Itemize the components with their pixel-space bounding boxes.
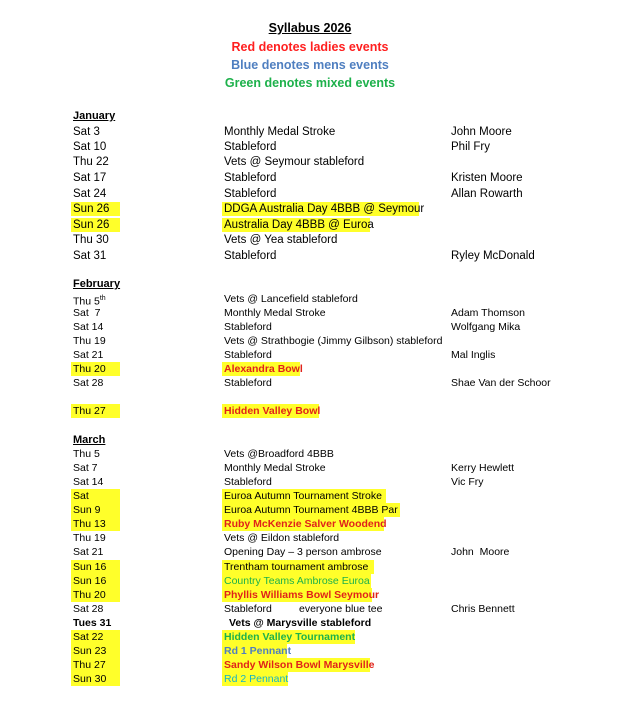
table-row [0, 171, 620, 185]
table-row [0, 140, 620, 154]
row-day: Sat 28 [73, 603, 104, 615]
table-row-highlighted [0, 644, 620, 658]
row-event: Stableford [224, 321, 272, 333]
row-day: Thu 22 [73, 156, 109, 168]
row-day: Sat 17 [73, 172, 107, 184]
row-event: Vets @ Lancefield stableford [224, 293, 358, 305]
row-person: Vic Fry [451, 476, 484, 488]
row-day: Sat [73, 490, 89, 502]
row-event: Stableford [224, 250, 277, 262]
row-event: Monthly Medal Stroke [224, 307, 326, 319]
table-row [0, 602, 620, 616]
row-day: Sun 26 [73, 203, 110, 215]
row-day: Thu 20 [73, 363, 106, 375]
row-event: Opening Day – 3 person ambrose [224, 546, 382, 558]
table-row-highlighted [0, 489, 620, 503]
row-person: John Moore [451, 546, 510, 558]
row-day: Sat 31 [73, 250, 107, 262]
row-event: Australia Day 4BBB @ Euroa [224, 219, 374, 231]
row-day: Sun 9 [73, 504, 101, 516]
row-day: Sun 16 [73, 561, 107, 573]
month-heading-february: February [73, 278, 121, 290]
table-row [0, 545, 620, 559]
row-person: Phil Fry [451, 141, 490, 153]
row-event: Stableford [224, 349, 272, 361]
row-event: Vets @ Yea stableford [224, 234, 338, 246]
row-event: Monthly Medal Stroke [224, 462, 326, 474]
table-row [0, 187, 620, 201]
table-row [0, 155, 620, 169]
table-row-highlighted [0, 588, 620, 602]
row-day: Sun 23 [73, 645, 107, 657]
row-event: Stableford [224, 188, 277, 200]
row-day: Sat 7 [73, 462, 98, 474]
row-event: Rd 1 Pennant [224, 645, 292, 657]
table-row [0, 233, 620, 247]
row-day: Sat 22 [73, 631, 104, 643]
row-event: Country Teams Ambrose Euroa [224, 575, 370, 587]
row-event: Stableford [224, 476, 272, 488]
row-person: Kerry Hewlett [451, 462, 515, 474]
row-event: Euroa Autumn Tournament 4BBB Par [224, 504, 398, 516]
row-event: Vets @Broadford 4BBB [224, 448, 334, 460]
row-day: Tues 31 [73, 617, 112, 629]
row-day: Thu 27 [73, 659, 106, 671]
row-event: Sandy Wilson Bowl Marysville [224, 659, 375, 671]
row-person: Wolfgang Mika [451, 321, 521, 333]
row-event: Vets @ Strathbogie (Jimmy Gilbson) stableford [224, 335, 443, 347]
table-row-highlighted [0, 560, 620, 574]
row-person: Kristen Moore [451, 172, 523, 184]
table-row [0, 249, 620, 263]
table-row [0, 348, 620, 362]
page-title: Syllabus 2026 [268, 21, 352, 35]
table-row-highlighted [0, 658, 620, 672]
table-row [0, 616, 620, 630]
row-day: Sat 21 [73, 349, 104, 361]
row-person: Ryley McDonald [451, 250, 535, 262]
table-row [0, 531, 620, 545]
row-day: Thu 13 [73, 518, 106, 530]
row-event: Stableford [224, 172, 277, 184]
legend-mixed: Green denotes mixed events [224, 76, 396, 90]
row-event: Trentham tournament ambrose [224, 561, 369, 573]
row-day: Thu 20 [73, 589, 106, 601]
table-row [0, 461, 620, 475]
table-row-highlighted [0, 574, 620, 588]
table-row-highlighted [0, 672, 620, 686]
row-day: Sat 24 [73, 188, 107, 200]
row-event: Stableford [224, 603, 272, 615]
table-row-highlighted [0, 202, 620, 216]
row-day-text: Thu 5 [73, 295, 100, 308]
ordinal-suffix: th [99, 295, 106, 302]
row-day: Sat 7 [73, 307, 101, 319]
row-event: Stableford [224, 377, 272, 389]
row-person: Mal Inglis [451, 349, 496, 361]
row-event: Vets @ Marysville stableford [229, 617, 372, 629]
row-day: Sat 14 [73, 476, 104, 488]
month-heading-march: March [73, 434, 106, 446]
row-event: Alexandra Bowl [224, 363, 303, 375]
row-day: Sat 14 [73, 321, 104, 333]
table-row [0, 376, 620, 390]
row-event: Hidden Valley Tournament [224, 631, 356, 643]
row-day: Sun 30 [73, 673, 107, 685]
row-day: Thu 5 [73, 448, 100, 460]
table-row-highlighted [0, 517, 620, 531]
table-row [0, 475, 620, 489]
table-row [0, 320, 620, 334]
table-row [0, 306, 620, 320]
legend-mens: Blue denotes mens events [231, 58, 389, 72]
row-person: Adam Thomson [451, 307, 525, 319]
row-event: Monthly Medal Stroke [224, 126, 336, 138]
month-heading-january: January [73, 110, 116, 122]
row-day: Thu 30 [73, 234, 109, 246]
table-row-highlighted [0, 404, 620, 418]
row-event: DDGA Australia Day 4BBB @ Seymour [224, 203, 425, 215]
row-event: Vets @ Seymour stableford [224, 156, 365, 168]
row-event: Hidden Valley Bowl [224, 405, 321, 417]
table-row [0, 292, 620, 306]
row-event: Rd 2 Pennant [224, 673, 289, 685]
row-day: Thu 27 [73, 405, 106, 417]
row-person: Shae Van der Schoor [451, 377, 551, 389]
table-row-highlighted [0, 630, 620, 644]
row-person: Allan Rowarth [451, 188, 523, 200]
row-day: Thu 19 [73, 335, 106, 347]
row-day: Sat 3 [73, 126, 100, 138]
row-event: Phyllis Williams Bowl Seymour [224, 589, 380, 601]
row-event: Ruby McKenzie Salver Woodend [224, 518, 387, 530]
row-day: Sun 16 [73, 575, 107, 587]
row-person: Chris Bennett [451, 603, 515, 615]
row-day: Thu 19 [73, 532, 106, 544]
row-day: Sat 21 [73, 546, 104, 558]
row-day: Sat 28 [73, 377, 104, 389]
table-row [0, 125, 620, 139]
legend-ladies: Red denotes ladies events [231, 40, 389, 54]
row-day: Sat 10 [73, 141, 107, 153]
table-row-highlighted [0, 218, 620, 232]
table-row [0, 447, 620, 461]
table-row-highlighted [0, 503, 620, 517]
table-row-highlighted [0, 362, 620, 376]
row-event-note: everyone blue tee [299, 603, 383, 615]
row-event: Vets @ Eildon stableford [224, 532, 340, 544]
table-row [0, 334, 620, 348]
row-event: Stableford [224, 141, 277, 153]
row-day: Sun 26 [73, 219, 110, 231]
row-event: Euroa Autumn Tournament Stroke [224, 490, 382, 502]
row-person: John Moore [451, 126, 512, 138]
